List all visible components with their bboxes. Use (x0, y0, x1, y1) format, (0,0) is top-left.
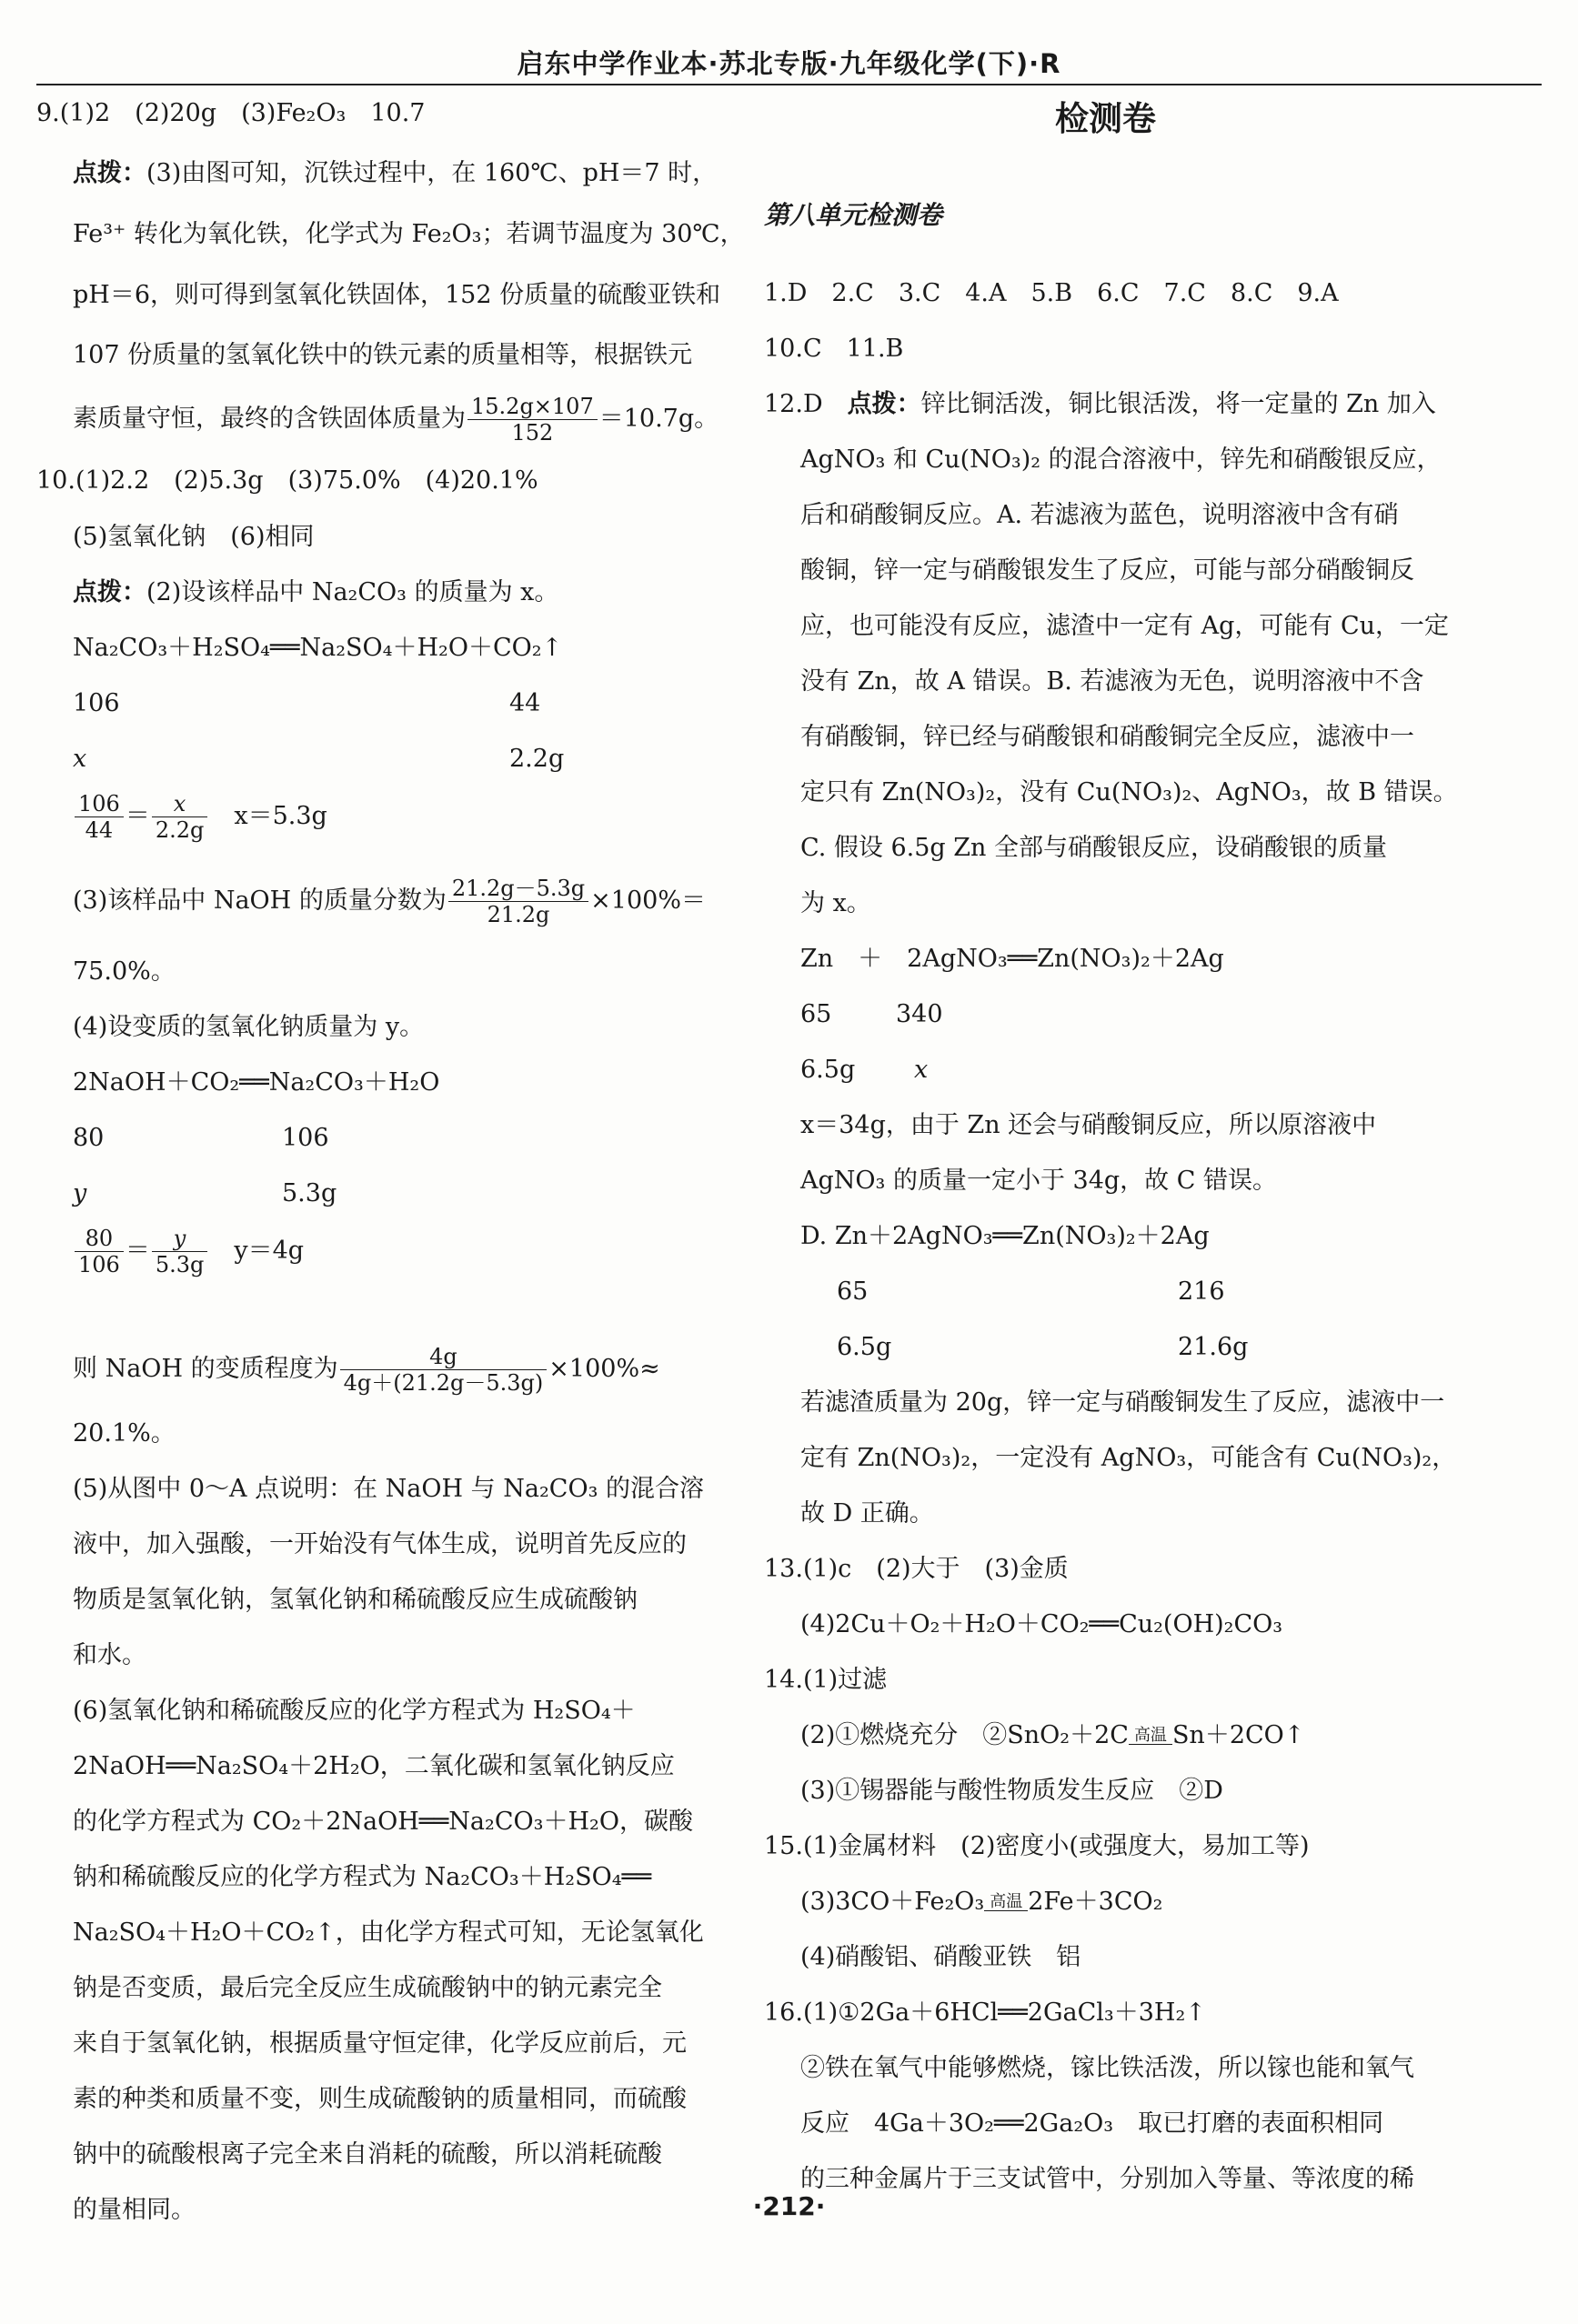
q12-hint-text: 锌比铜活泼，铜比银活泼，将一定量的 Zn 加入 (920, 390, 1436, 418)
q9-answer: 9.(1)2 (2)20g (3)Fe₂O₃ 10.7 (36, 99, 426, 127)
fraction-numerator: y (152, 1226, 208, 1252)
q10-eq1-mass-a: 106 (73, 689, 120, 717)
q15-eq-right: 2Fe＋3CO₂ (1028, 1888, 1163, 1916)
q10-p6-line: 钠和稀硫酸反应的化学方程式为 Na₂CO₃＋H₂SO₄══ (73, 1863, 652, 1891)
q12-eqc-mass-b: 340 (896, 1000, 943, 1028)
q12-eqc-unknown-b: x (914, 1056, 929, 1084)
fraction (152, 1226, 208, 1277)
q12-line: 定只有 Zn(NO₃)₂，没有 Cu(NO₃)₂、AgNO₃，故 B 错误。 (800, 778, 1458, 806)
q10-answer-2: (5)氢氧化钠 (6)相同 (73, 523, 315, 551)
q10-p6-line: Na₂SO₄＋H₂O＋CO₂↑，由化学方程式可知，无论氢氧化 (73, 1918, 704, 1947)
reaction-condition (1129, 1728, 1172, 1745)
q12-line: 为 x。 (800, 889, 871, 917)
q10-hint-text: (2)设该样品中 Na₂CO₃ 的质量为 x。 (146, 578, 559, 606)
fraction-denominator: 4g＋(21.2g－5.3g) (343, 1370, 544, 1396)
q15-line-1: 15.(1)金属材料 (2)密度小(或强度大，易加工等) (764, 1832, 1310, 1860)
fraction-denominator: 152 (511, 420, 554, 446)
hint-label: 点拨： (73, 159, 146, 187)
q15-line-3: (4)硝酸铝、硝酸亚铁 铝 (800, 1943, 1081, 1971)
header-rule (36, 84, 1542, 85)
q14-line-2 (800, 1720, 1304, 1751)
q15-line-2 (800, 1887, 1162, 1918)
q12-equation-d: D. Zn＋2AgNO₃══Zn(NO₃)₂＋2Ag (800, 1222, 1210, 1250)
q10-eq1-unknown-b: 2.2g (509, 745, 565, 773)
q12-equation-c: Zn ＋ 2AgNO₃══Zn(NO₃)₂＋2Ag (800, 945, 1224, 973)
part3-prefix: (3)该样品中 NaOH 的质量分数为 (73, 887, 447, 915)
q9-fraction (467, 394, 598, 446)
q10-eq1-unknown-a: x (73, 745, 87, 773)
q12-first-line (764, 389, 1436, 420)
q12-eqc-unknown-a: 6.5g (800, 1056, 856, 1084)
fraction-denominator: 106 (78, 1252, 120, 1277)
q10-p5-line: 液中，加入强酸，一开始没有气体生成，说明首先反应的 (73, 1530, 687, 1558)
q10-p6-line: 来自于氢氧化钠，根据质量守恒定律，化学反应前后，元 (73, 2029, 687, 2058)
q12-line: 没有 Zn，故 A 错误。B. 若滤液为无色，说明溶液中不含 (800, 667, 1424, 696)
q12-eqd-mass-b: 216 (1178, 1277, 1225, 1306)
condition-label: 高温 (1133, 1726, 1167, 1745)
q10-part4: (4)设变质的氢氧化钠质量为 y。 (73, 1013, 425, 1041)
fraction-denominator: 5.3g (155, 1252, 205, 1277)
hint-label: 点拨： (73, 578, 146, 606)
unit-title: 第八单元检测卷 (764, 200, 943, 230)
q12-c-after: x＝34g，由于 Zn 还会与硝酸铜反应，所以原溶液中 (800, 1111, 1377, 1139)
q13-line-2: (4)2Cu＋O₂＋H₂O＋CO₂══Cu₂(OH)₂CO₃ (800, 1610, 1283, 1638)
fraction-numerator: x (152, 791, 208, 817)
q10-p5-line: 物质是氢氧化钠，氢氧化钠和稀硫酸反应生成硫酸钠 (73, 1586, 638, 1614)
q16-line-1: 16.(1)①2Ga＋6HCl══2GaCl₃＋3H₂↑ (764, 1998, 1206, 2027)
degree-prefix: 则 NaOH 的变质程度为 (73, 1355, 338, 1383)
q10-ratio-1: $\frac{106}{44}$ ＝ $\frac{x}{2.2g}$ x＝5.3g (73, 791, 327, 843)
hint-label: 点拨： (847, 390, 921, 418)
q10-p6-line: (6)氢氧化钠和稀硫酸反应的化学方程式为 H₂SO₄＋ (73, 1697, 636, 1725)
q9-hint-text: (3)由图可知，沉铁过程中，在 160℃、pH＝7 时， (146, 159, 718, 187)
q10-hint-line (73, 577, 558, 608)
fraction-numerator: 80 (75, 1226, 124, 1252)
fraction-denominator: 44 (85, 817, 114, 843)
q14-eq-right: Sn＋2CO↑ (1171, 1721, 1305, 1749)
q12-eqd-known-a: 6.5g (837, 1333, 892, 1361)
fraction-denominator: 21.2g (487, 902, 550, 927)
reaction-condition (984, 1894, 1028, 1911)
q10-p5-line: (5)从图中 0～A 点说明：在 NaOH 与 Na₂CO₃ 的混合溶 (73, 1475, 704, 1503)
q10-eq2-mass-b: 106 (282, 1124, 329, 1152)
q10-p6-line: 2NaOH══Na₂SO₄＋2H₂O，二氧化碳和氢氧化钠反应 (73, 1752, 675, 1780)
q14-eq-left: (2)①燃烧充分 ②SnO₂＋2C (800, 1721, 1129, 1749)
fraction-denominator: 2.2g (155, 817, 205, 843)
q10-p6-line: 的化学方程式为 CO₂＋2NaOH══Na₂CO₃＋H₂O，碳酸 (73, 1808, 693, 1836)
q12-d-after: 定有 Zn(NO₃)₂，一定没有 AgNO₃，可能含有 Cu(NO₃)₂， (800, 1444, 1457, 1472)
q9-final-suffix: ＝10.7g。 (598, 405, 719, 433)
condition-label: 高温 (990, 1892, 1023, 1911)
part3-suffix: ×100%＝ (590, 887, 706, 915)
q10-ratio-2: $\frac{80}{106}$ ＝ $\frac{y}{5.3g}$ y＝4g (73, 1226, 304, 1277)
mc-answers-2: 10.C 11.B (764, 335, 904, 363)
q9-line: 107 份质量的氢氧化铁中的铁元素的质量相等，根据铁元 (73, 341, 693, 369)
mc-answers-1: 1.D 2.C 3.C 4.A 5.B 6.C 7.C 8.C 9.A (764, 279, 1339, 307)
q10-eq2-mass-a: 80 (73, 1124, 105, 1152)
q14-line-3: (3)①锡器能与酸性物质发生反应 ②D (800, 1777, 1223, 1805)
fraction-numerator: 21.2g－5.3g (448, 876, 588, 902)
q10-part3-line (73, 876, 706, 927)
q10-eq2-unknown-b: 5.3g (282, 1179, 337, 1207)
q10-equation-1: Na₂CO₃＋H₂SO₄══Na₂SO₄＋H₂O＋CO₂↑ (73, 634, 563, 662)
q16-line: ②铁在氧气中能够燃烧，镓比铁活泼，所以镓也能和氧气 (800, 2054, 1414, 2082)
q12-answer: 12.D (764, 390, 848, 418)
q10-p6-line: 钠是否变质，最后完全反应生成硫酸钠中的钠元素完全 (73, 1974, 662, 2002)
q14-line-1: 14.(1)过滤 (764, 1666, 888, 1694)
q12-line: 应，也可能没有反应，滤渣中一定有 Ag，可能有 Cu，一定 (800, 612, 1449, 640)
q10-degree-line (73, 1344, 660, 1396)
q10-eq2-unknown-a: y (73, 1179, 87, 1207)
q9-line: Fe³⁺ 转化为氧化铁，化学式为 Fe₂O₃；若调节温度为 30℃， (73, 220, 745, 248)
q15-eq-left: (3)3CO＋Fe₂O₃ (800, 1888, 985, 1916)
section-title: 检测卷 (1055, 99, 1156, 138)
fraction-numerator: 4g (340, 1344, 548, 1370)
q12-line: 后和硝酸铜反应。A. 若滤液为蓝色，说明溶液中含有硝 (800, 501, 1399, 529)
q12-eqd-known-b: 21.6g (1178, 1333, 1249, 1361)
ratio-result: x＝5.3g (234, 802, 327, 830)
q12-d-after: 故 D 正确。 (800, 1499, 934, 1528)
q9-hint-line (73, 158, 717, 189)
fraction-numerator: 15.2g×107 (467, 394, 598, 420)
fraction (448, 876, 588, 927)
q12-eqc-mass-a: 65 (800, 1000, 832, 1028)
q10-eq1-mass-b: 44 (509, 689, 541, 717)
q13-line-1: 13.(1)c (2)大于 (3)金质 (764, 1555, 1069, 1583)
page-header: 启东中学作业本·苏北专版·九年级化学(下)·R (517, 48, 1061, 79)
q12-c-after: AgNO₃ 的质量一定小于 34g，故 C 错误。 (800, 1167, 1277, 1195)
q10-answer-1: 10.(1)2.2 (2)5.3g (3)75.0% (4)20.1% (36, 466, 538, 495)
q10-p6-line: 素的种类和质量不变，则生成硫酸钠的质量相同，而硫酸 (73, 2085, 687, 2113)
fraction (75, 791, 124, 843)
fraction (75, 1226, 124, 1277)
q9-final-line (73, 394, 719, 446)
page-number: ·212· (752, 2191, 826, 2221)
q12-line: 酸铜，锌一定与硝酸银发生了反应，可能与部分硝酸铜反 (800, 556, 1414, 585)
degree-suffix: ×100%≈ (548, 1355, 660, 1383)
fraction-numerator: 106 (75, 791, 124, 817)
q12-line: C. 假设 6.5g Zn 全部与硝酸银反应，设硝酸银的质量 (800, 834, 1387, 862)
q10-part3-result: 75.0%。 (73, 957, 176, 986)
q12-eqd-mass-a: 65 (837, 1277, 869, 1306)
fraction (152, 791, 208, 843)
q10-p6-line: 钠中的硫酸根离子完全来自消耗的硫酸，所以消耗硫酸 (73, 2140, 662, 2169)
q12-d-after: 若滤渣质量为 20g，锌一定与硝酸铜发生了反应，滤液中一 (800, 1388, 1445, 1417)
q12-line: AgNO₃ 和 Cu(NO₃)₂ 的混合溶液中，锌先和硝酸银反应， (800, 446, 1442, 474)
q9-final-prefix: 素质量守恒，最终的含铁固体质量为 (73, 405, 466, 433)
q9-line: pH＝6，则可得到氢氧化铁固体，152 份质量的硫酸亚铁和 (73, 281, 721, 309)
q10-equation-2: 2NaOH＋CO₂══Na₂CO₃＋H₂O (73, 1068, 440, 1097)
q12-line: 有硝酸铜，锌已经与硝酸银和硝酸铜完全反应，滤液中一 (800, 723, 1414, 751)
q16-line: 反应 4Ga＋3O₂══2Ga₂O₃ 取已打磨的表面积相同 (800, 2109, 1384, 2138)
q10-p6-line: 的量相同。 (73, 2196, 196, 2224)
q10-p5-line: 和水。 (73, 1641, 146, 1669)
q16-line: 的三种金属片于三支试管中，分别加入等量、等浓度的稀 (800, 2165, 1414, 2193)
ratio-result: y＝4g (234, 1237, 305, 1265)
fraction (340, 1344, 548, 1396)
q10-degree-result: 20.1%。 (73, 1419, 176, 1447)
